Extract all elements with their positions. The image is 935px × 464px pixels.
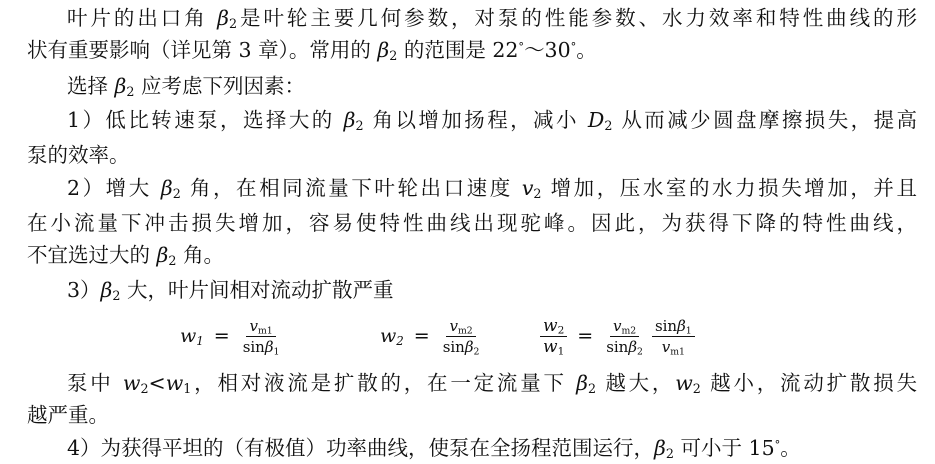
formula-w2: $w_2$ = $\frac{v_{m2}}{\sin\beta_2}$ [380, 316, 480, 357]
item-2-line-3: 不宜选过大的 $\beta_2$ 角。 [27, 243, 225, 269]
item-3-line-1: $3)\beta_2$ 大，叶片间相对流动扩散严重 [67, 278, 394, 304]
paragraph-4-line-2: 越严重。 [27, 403, 109, 427]
formula-ratio: $\frac{w_2}{w_1}$ = $\frac{v_{m2}}{\sin\beta_2}$ $\frac{\sin\beta_1}{v_{m1}}$ [540, 308, 695, 364]
item-2-line-1: 2）增大 $\beta_2$ 角，在相同流量下叶轮出口速度 $v_2$ 增加，压水室的水力损失增加，并且 [67, 176, 917, 202]
formula-row [180, 308, 740, 364]
paragraph-1-line-2: 状有重要影响（详见第 3 章）。常用的 $\beta_2$ 的范围是 22°～30°。 [27, 38, 597, 64]
item-4-line-1: 4）为获得平坦的（有极值）功率曲线，使泵在全扬程范围运行，$\beta_2$ 可小于 15°。 [67, 436, 801, 462]
formula-w1: $w_1$ = $\frac{v_{m1}}{\sin\beta_1}$ [180, 316, 280, 357]
paragraph-2-line-1: 选择 $\beta_2$ 应考虑下列因素： [67, 74, 306, 100]
item-1-line-2: 泵的效率。 [27, 143, 130, 167]
item-2-line-2: 在小流量下冲击损失增加，容易使特性曲线出现驼峰。因此，为获得下降的特性曲线， [27, 211, 917, 235]
paragraph-4-line-1: 泵中 $w_2<w_1$，相对液流是扩散的，在一定流量下 $\beta_2$ 越大，$w_2$ 越小，流动扩散损失 [67, 371, 917, 397]
paragraph-1-line-1: 叶片的出口角 $\beta_2$是叶轮主要几何参数，对泵的性能参数、水力效率和特性曲线的形 [67, 6, 917, 32]
item-1-line-1: 1）低比转速泵，选择大的 $\beta_2$ 角以增加扬程，减小 $D_2$ 从而减少圆盘摩擦损失，提高 [67, 108, 918, 134]
